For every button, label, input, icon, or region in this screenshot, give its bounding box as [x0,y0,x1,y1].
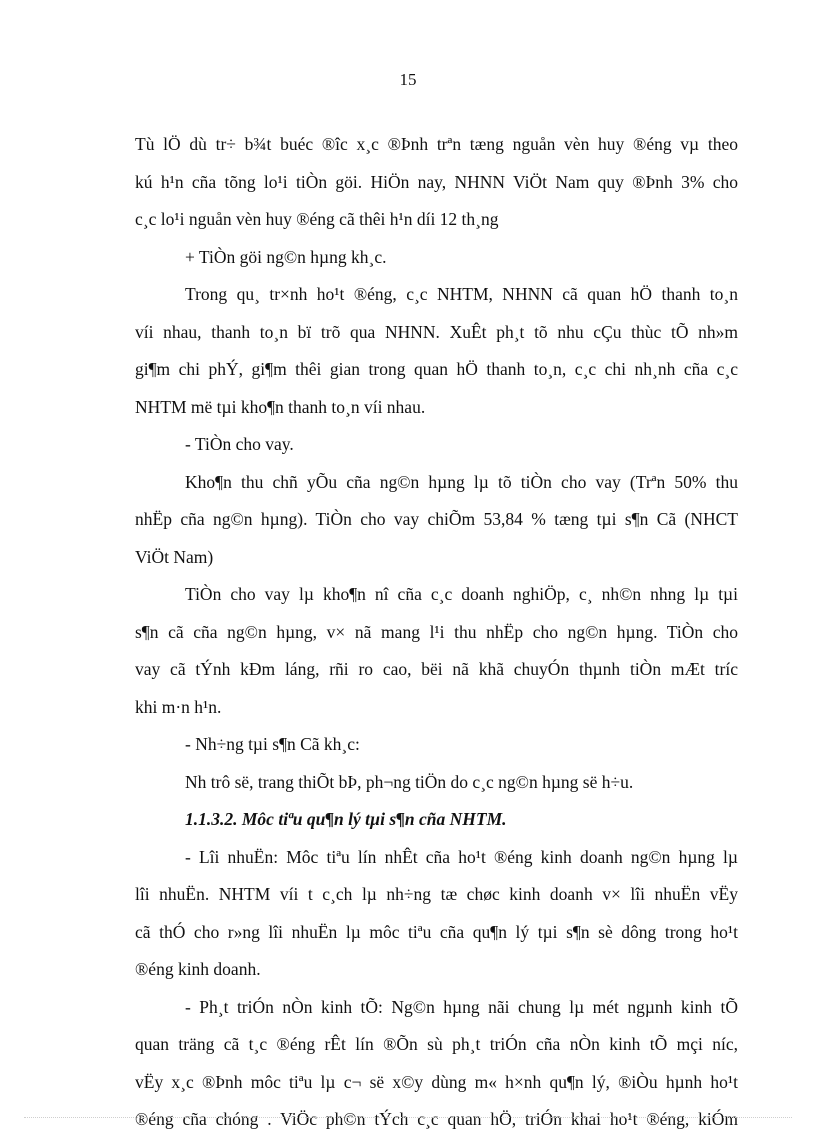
text-line: ®éng kinh doanh. [135,959,261,979]
text-line: NHTM më tµi kho¶n thanh to¸n víi nhau. [135,396,426,417]
text-line: c¸c lo¹i nguån vèn huy ®éng cã thêi h¹n díi 12 th¸ng [135,209,499,229]
text-line: Nh trô së, trang thiÕt bÞ, ph¬ng tiÖn do c¸c ng©n hµng së h÷u. [185,771,634,792]
text-line: + TiÒn göi ng©n hµng kh¸c. [185,246,387,267]
text-line: vay cã tÝnh kÐm láng, rñi ro cao, bëi nã khã chuyÓn thµnh tiÒn mÆt tríc [135,659,738,679]
text-line: - Lîi nhuËn: Môc tiªu lín nhÊt cña ho¹t ®éng kinh doanh ng©n hµng lµ [185,846,738,867]
text-line: - TiÒn cho vay. [185,434,294,454]
text-line: TiÒn cho vay lµ kho¶n nî cña c¸c doanh nghiÖp, c¸ nh©n nhng lµ tµi [185,584,738,604]
text-line: kú h¹n cña tõng lo¹i tiÒn göi. HiÖn nay, NHNN ViÖt Nam quy ®Þnh 3% cho [135,171,738,192]
text-line: gi¶m chi phÝ, gi¶m thêi gian trong quan hÖ thanh to¸n, c¸c chi nh¸nh cña c¸c [135,359,738,379]
text-line: - Ph¸t triÓn nÒn kinh tÕ: Ng©n hµng nãi chung lµ mét ngµnh kinh tÕ [185,996,738,1017]
text-line: lîi nhuËn. NHTM víi t c¸ch lµ nh÷ng tæ chøc kinh doanh v× lîi nhuËn vËy [135,884,738,904]
text-line: Trong qu¸ tr×nh ho¹t ®éng, c¸c NHTM, NHNN cã quan hÖ thanh to¸n [185,284,738,304]
text-line: quan träng cã t¸c ®éng rÊt lín ®Õn sù ph¸t triÓn cña nÒn kinh tÕ mçi níc, [135,1034,738,1054]
text-line: ViÖt Nam) [135,546,214,567]
text-line: khi m·n h¹n. [135,696,222,717]
footer-divider [24,1117,792,1118]
text-line: ®éng cña chóng . ViÖc ph©n tÝch c¸c quan hÖ, triÓn khai ho¹t ®éng, kiÓm [135,1109,738,1129]
section-heading: 1.1.3.2. Môc tiªu qu¶n lý tµi s¶n cña NHTM. [185,809,507,829]
body-text [135,128,738,1141]
text-line: - Nh÷ng tµi s¶n Cã kh¸c: [185,734,360,754]
text-line: cã thÓ cho r»ng lîi nhuËn lµ môc tiªu cña qu¶n lý tµi s¶n sè dông trong ho¹t [135,921,738,942]
text-line: nhËp cña ng©n hµng). TiÒn cho vay chiÕm 53,84 % tæng tµi s¶n Cã (NHCT [135,509,738,529]
text-line: Kho¶n thu chñ yÕu cña ng©n hµng lµ tõ tiÒn cho vay (Trªn 50% thu [185,471,738,492]
text-line: s¶n cã cña ng©n hµng, v× nã mang l¹i thu nhËp cho ng©n hµng. TiÒn cho [135,621,738,642]
text-line: víi nhau, thanh to¸n bï trõ qua NHNN. XuÊt ph¸t tõ nhu cÇu thùc tÕ nh»m [135,321,738,342]
text-line: Tù lÖ dù tr÷ b¾t buéc ®îc x¸c ®Þnh trªn tæng nguån vèn huy ®éng vµ theo [135,134,738,154]
page-number: 15 [399,70,417,89]
text-line: vËy x¸c ®Þnh môc tiªu lµ c¬ së x©y dùng m« h×nh qu¶n lý, ®iÒu hµnh ho¹t [135,1071,738,1092]
